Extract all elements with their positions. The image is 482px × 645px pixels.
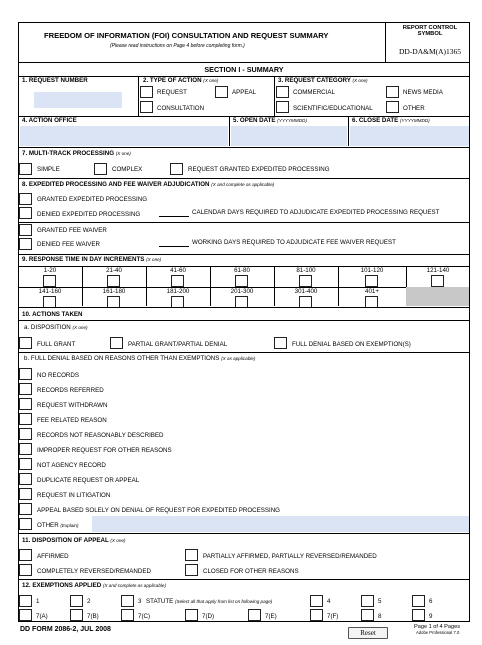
response-time-label: 9. RESPONSE TIME IN DAY INCREMENTS (X one): [22, 256, 162, 263]
response-range-label: 161-180: [102, 288, 126, 295]
exemption-label: 3: [138, 598, 142, 605]
denial-reason-option: NOT AGENCY RECORD: [37, 462, 106, 469]
partial-grant-checkbox[interactable]: [110, 337, 123, 349]
response-range-checkbox[interactable]: [365, 275, 378, 287]
response-range-label: 61-80: [234, 267, 250, 274]
report-control-label: REPORT CONTROL SYMBOL: [402, 25, 458, 38]
report-control-box: [385, 22, 470, 62]
exemptions-label: 12. EXEMPTIONS APPLIED (X and complete as applicable): [22, 582, 167, 589]
exemption-label: 7(A): [36, 613, 48, 620]
denial-reason-option: RECORDS REFERRED: [37, 387, 104, 394]
col-divider: [229, 116, 230, 146]
exemption-label: 5: [378, 598, 382, 605]
col-divider: [274, 76, 275, 116]
exemption-label: 6: [429, 598, 433, 605]
response-range-label: 41-60: [170, 267, 186, 274]
affirmed-checkbox[interactable]: [19, 549, 32, 561]
exemption-label: 4: [327, 598, 331, 605]
other-reason-explain-input[interactable]: [92, 516, 469, 532]
reversed-checkbox[interactable]: [19, 564, 32, 576]
denied-expedited-checkbox[interactable]: [19, 207, 32, 219]
exemption-label: 8: [378, 613, 382, 620]
exemption-checkbox[interactable]: [248, 609, 261, 621]
working-days-line: [159, 246, 189, 247]
report-control-value: DD-DA&M(A)1365: [398, 47, 462, 56]
section-title: SECTION I - SUMMARY: [204, 65, 284, 74]
scientific-option: SCIENTIFIC/EDUCATIONAL: [293, 105, 373, 112]
denial-reason-checkbox[interactable]: [19, 503, 32, 515]
full-grant-option: FULL GRANT: [37, 341, 76, 348]
exemption-checkbox[interactable]: [310, 609, 323, 621]
denial-reason-checkbox[interactable]: [19, 488, 32, 500]
response-range-label: 301-400: [294, 288, 318, 295]
denial-reason-checkbox[interactable]: [19, 473, 32, 485]
commercial-option: COMMERCIAL: [293, 89, 335, 96]
response-range-label: 101-120: [360, 267, 384, 274]
affirmed-option: AFFIRMED: [37, 553, 69, 560]
appeal-option: APPEAL: [232, 89, 257, 96]
type-of-action-label: 2. TYPE OF ACTION (X one): [143, 77, 219, 84]
denial-reason-option: IMPROPER REQUEST FOR OTHER REASONS: [37, 447, 172, 454]
exemption-checkbox[interactable]: [19, 595, 32, 607]
open-date-label: 5. OPEN DATE (YYYYMMDD): [233, 117, 307, 124]
denial-reason-option: APPEAL BASED SOLELY ON DENIAL OF REQUEST FOR EXPEDITED PROCESSING: [37, 507, 280, 514]
form-number: DD FORM 2086-2, JUL 2008: [20, 626, 111, 633]
consultation-option: CONSULTATION: [157, 105, 205, 112]
denied-fee-waiver-option: DENIED FEE WAIVER: [37, 241, 101, 248]
open-date-input[interactable]: [231, 126, 347, 146]
denied-fee-waiver-checkbox[interactable]: [19, 238, 32, 250]
response-range-label: 401+: [365, 288, 379, 295]
closed-other-option: CLOSED FOR OTHER REASONS: [203, 568, 299, 575]
exemption-label: 7(D): [202, 613, 215, 620]
request-checkbox[interactable]: [140, 86, 153, 98]
form-title: FREEDOM OF INFORMATION (FOI) CONSULTATION AND REQUEST SUMMARY: [44, 31, 329, 40]
reversed-option: COMPLETELY REVERSED/REMANDED: [37, 568, 151, 575]
exemption-checkbox[interactable]: [412, 609, 425, 621]
reset-button[interactable]: Reset: [348, 627, 388, 639]
granted-fee-waiver-checkbox[interactable]: [19, 224, 32, 236]
exemption-checkbox[interactable]: [361, 609, 374, 621]
request-option: REQUEST: [157, 89, 187, 96]
response-range-checkbox[interactable]: [43, 275, 56, 287]
expedited-fee-label: 8. EXPEDITED PROCESSING AND FEE WAIVER ADJUDICATION (X and complete as applicable): [22, 181, 275, 188]
partial-grant-option: PARTIAL GRANT/PARTIAL DENIAL: [128, 341, 228, 348]
statute-label: STATUTE (Select all that apply from list on following page): [146, 598, 273, 605]
response-range-label: 181-200: [166, 288, 190, 295]
exemption-label: 2: [87, 598, 91, 605]
closed-other-checkbox[interactable]: [185, 564, 198, 576]
exemption-checkbox[interactable]: [412, 595, 425, 607]
exemption-label: 7(E): [265, 613, 277, 620]
col-divider: [348, 116, 349, 146]
response-range-checkbox[interactable]: [431, 275, 444, 287]
complex-checkbox[interactable]: [94, 163, 107, 175]
thin-divider: [18, 320, 470, 321]
section-divider: [18, 62, 470, 63]
partially-affirmed-option: PARTIALLY AFFIRMED, PARTIALLY REVERSED/REMANDED: [203, 553, 377, 560]
software-note: Adobe Professional 7.0: [416, 630, 460, 635]
response-range-checkbox[interactable]: [299, 275, 312, 287]
grid-line: [338, 266, 339, 306]
form-header: [18, 22, 470, 62]
granted-fee-waiver-option: GRANTED FEE WAIVER: [37, 227, 107, 234]
exemption-label: 7(B): [87, 613, 99, 620]
response-range-label: 141-160: [38, 288, 62, 295]
denial-reason-checkbox[interactable]: [19, 428, 32, 440]
other-reason-option: OTHER (Explain): [37, 522, 79, 529]
exemption-checkbox[interactable]: [70, 595, 83, 607]
action-office-input[interactable]: [20, 126, 228, 146]
request-number-label: 1. REQUEST NUMBER: [22, 77, 88, 84]
section-divider: [18, 533, 470, 534]
consultation-checkbox[interactable]: [140, 101, 153, 113]
full-denial-reasons-label: b. FULL DENIAL BASED ON REASONS OTHER THAN EXEMPTIONS (X as applicable): [24, 355, 256, 362]
appeal-checkbox[interactable]: [215, 86, 228, 98]
expedited-granted-checkbox[interactable]: [170, 163, 183, 175]
exemption-label: 7(F): [327, 613, 339, 620]
full-denial-exemption-checkbox[interactable]: [274, 337, 287, 349]
commercial-checkbox[interactable]: [276, 86, 289, 98]
denial-reason-option: DUPLICATE REQUEST OR APPEAL: [37, 477, 140, 484]
exemption-checkbox[interactable]: [70, 609, 83, 621]
denial-reason-checkbox[interactable]: [19, 398, 32, 410]
section-divider: [18, 178, 470, 179]
exemption-label: 7(C): [138, 613, 151, 620]
section-divider: [18, 307, 470, 308]
other-category-option: OTHER: [403, 105, 425, 112]
calendar-days-line: [159, 216, 189, 217]
close-date-label: 6. CLOSE DATE (YYYYMMDD): [352, 117, 430, 124]
exemption-checkbox[interactable]: [121, 609, 134, 621]
disposition-label: a. DISPOSITION (X one): [24, 324, 88, 331]
simple-option: SIMPLE: [37, 166, 60, 173]
grid-line: [82, 266, 83, 306]
section-divider: [18, 579, 470, 580]
exemption-checkbox[interactable]: [361, 595, 374, 607]
form-subtitle: (Please read instructions on Page 4 before completing form.): [110, 43, 245, 49]
complex-option: COMPLEX: [112, 166, 143, 173]
denial-reason-option: NO RECORDS: [37, 372, 79, 379]
news-media-checkbox[interactable]: [386, 86, 399, 98]
thin-divider: [18, 222, 470, 223]
denial-reason-option: REQUEST WITHDRAWN: [37, 402, 108, 409]
news-media-option: NEWS MEDIA: [403, 89, 443, 96]
request-number-input[interactable]: [34, 92, 122, 108]
page-count: Page 1 of 4 Pages: [414, 624, 461, 630]
exemption-checkbox[interactable]: [310, 595, 323, 607]
exemption-label: 1: [36, 598, 40, 605]
grid-line: [210, 266, 211, 306]
partially-affirmed-checkbox[interactable]: [185, 549, 198, 561]
full-denial-exemption-option: FULL DENIAL BASED ON EXEMPTION(S): [292, 341, 411, 348]
grid-line: [146, 266, 147, 306]
exemption-label: 9: [429, 613, 433, 620]
section-divider: [18, 254, 470, 255]
scientific-checkbox[interactable]: [276, 101, 289, 113]
request-category-label: 3. REQUEST CATEGORY (X one): [278, 77, 368, 84]
response-range-label: 201-300: [230, 288, 254, 295]
denied-expedited-option: DENIED EXPEDITED PROCESSING: [37, 211, 141, 218]
exemption-checkbox[interactable]: [121, 595, 134, 607]
calendar-days-text: CALENDAR DAYS REQUIRED TO ADJUDICATE EXPEDITED PROCESSING REQUEST: [192, 209, 440, 216]
denial-reason-option: FEE RELATED REASON: [37, 417, 107, 424]
response-range-checkbox[interactable]: [235, 275, 248, 287]
exemption-checkbox[interactable]: [185, 609, 198, 621]
exemption-checkbox[interactable]: [19, 609, 32, 621]
close-date-input[interactable]: [350, 126, 469, 146]
other-reason-checkbox[interactable]: [19, 518, 32, 530]
other-category-checkbox[interactable]: [386, 101, 399, 113]
denial-reason-checkbox[interactable]: [19, 443, 32, 455]
action-office-label: 4. ACTION OFFICE: [22, 117, 77, 124]
grid-line: [18, 266, 470, 267]
response-range-checkbox[interactable]: [171, 275, 184, 287]
response-range-checkbox[interactable]: [107, 275, 120, 287]
simple-checkbox[interactable]: [19, 163, 32, 175]
response-range-label: 1-20: [43, 267, 57, 274]
granted-expedited-checkbox[interactable]: [19, 193, 32, 205]
actions-taken-label: 10. ACTIONS TAKEN: [22, 311, 83, 318]
full-grant-checkbox[interactable]: [19, 337, 32, 349]
denial-reason-checkbox[interactable]: [19, 383, 32, 395]
thin-divider: [18, 352, 470, 353]
unused-cell: [406, 287, 469, 306]
denial-reason-checkbox[interactable]: [19, 368, 32, 380]
working-days-text: WORKING DAYS REQUIRED TO ADJUDICATE FEE WAIVER REQUEST: [192, 239, 396, 246]
multi-track-label: 7. MULTI-TRACK PROCESSING (X one): [22, 150, 131, 157]
col-divider: [138, 76, 139, 116]
denial-reason-option: RECORDS NOT REASONABLY DESCRIBED: [37, 432, 164, 439]
denial-reason-option: REQUEST IN LITIGATION: [37, 492, 111, 499]
response-range-label: 21-40: [106, 267, 122, 274]
section-divider: [18, 147, 470, 148]
disposition-of-appeal-label: 11. DISPOSITION OF APPEAL (X one): [22, 537, 126, 544]
grid-line: [274, 266, 275, 306]
response-range-label: 121-140: [426, 267, 450, 274]
denial-reason-checkbox[interactable]: [19, 413, 32, 425]
response-range-label: 81-100: [296, 267, 316, 274]
denial-reason-checkbox[interactable]: [19, 458, 32, 470]
expedited-granted-option: REQUEST GRANTED EXPEDITED PROCESSING: [188, 166, 330, 173]
granted-expedited-option: GRANTED EXPEDITED PROCESSING: [37, 196, 148, 203]
